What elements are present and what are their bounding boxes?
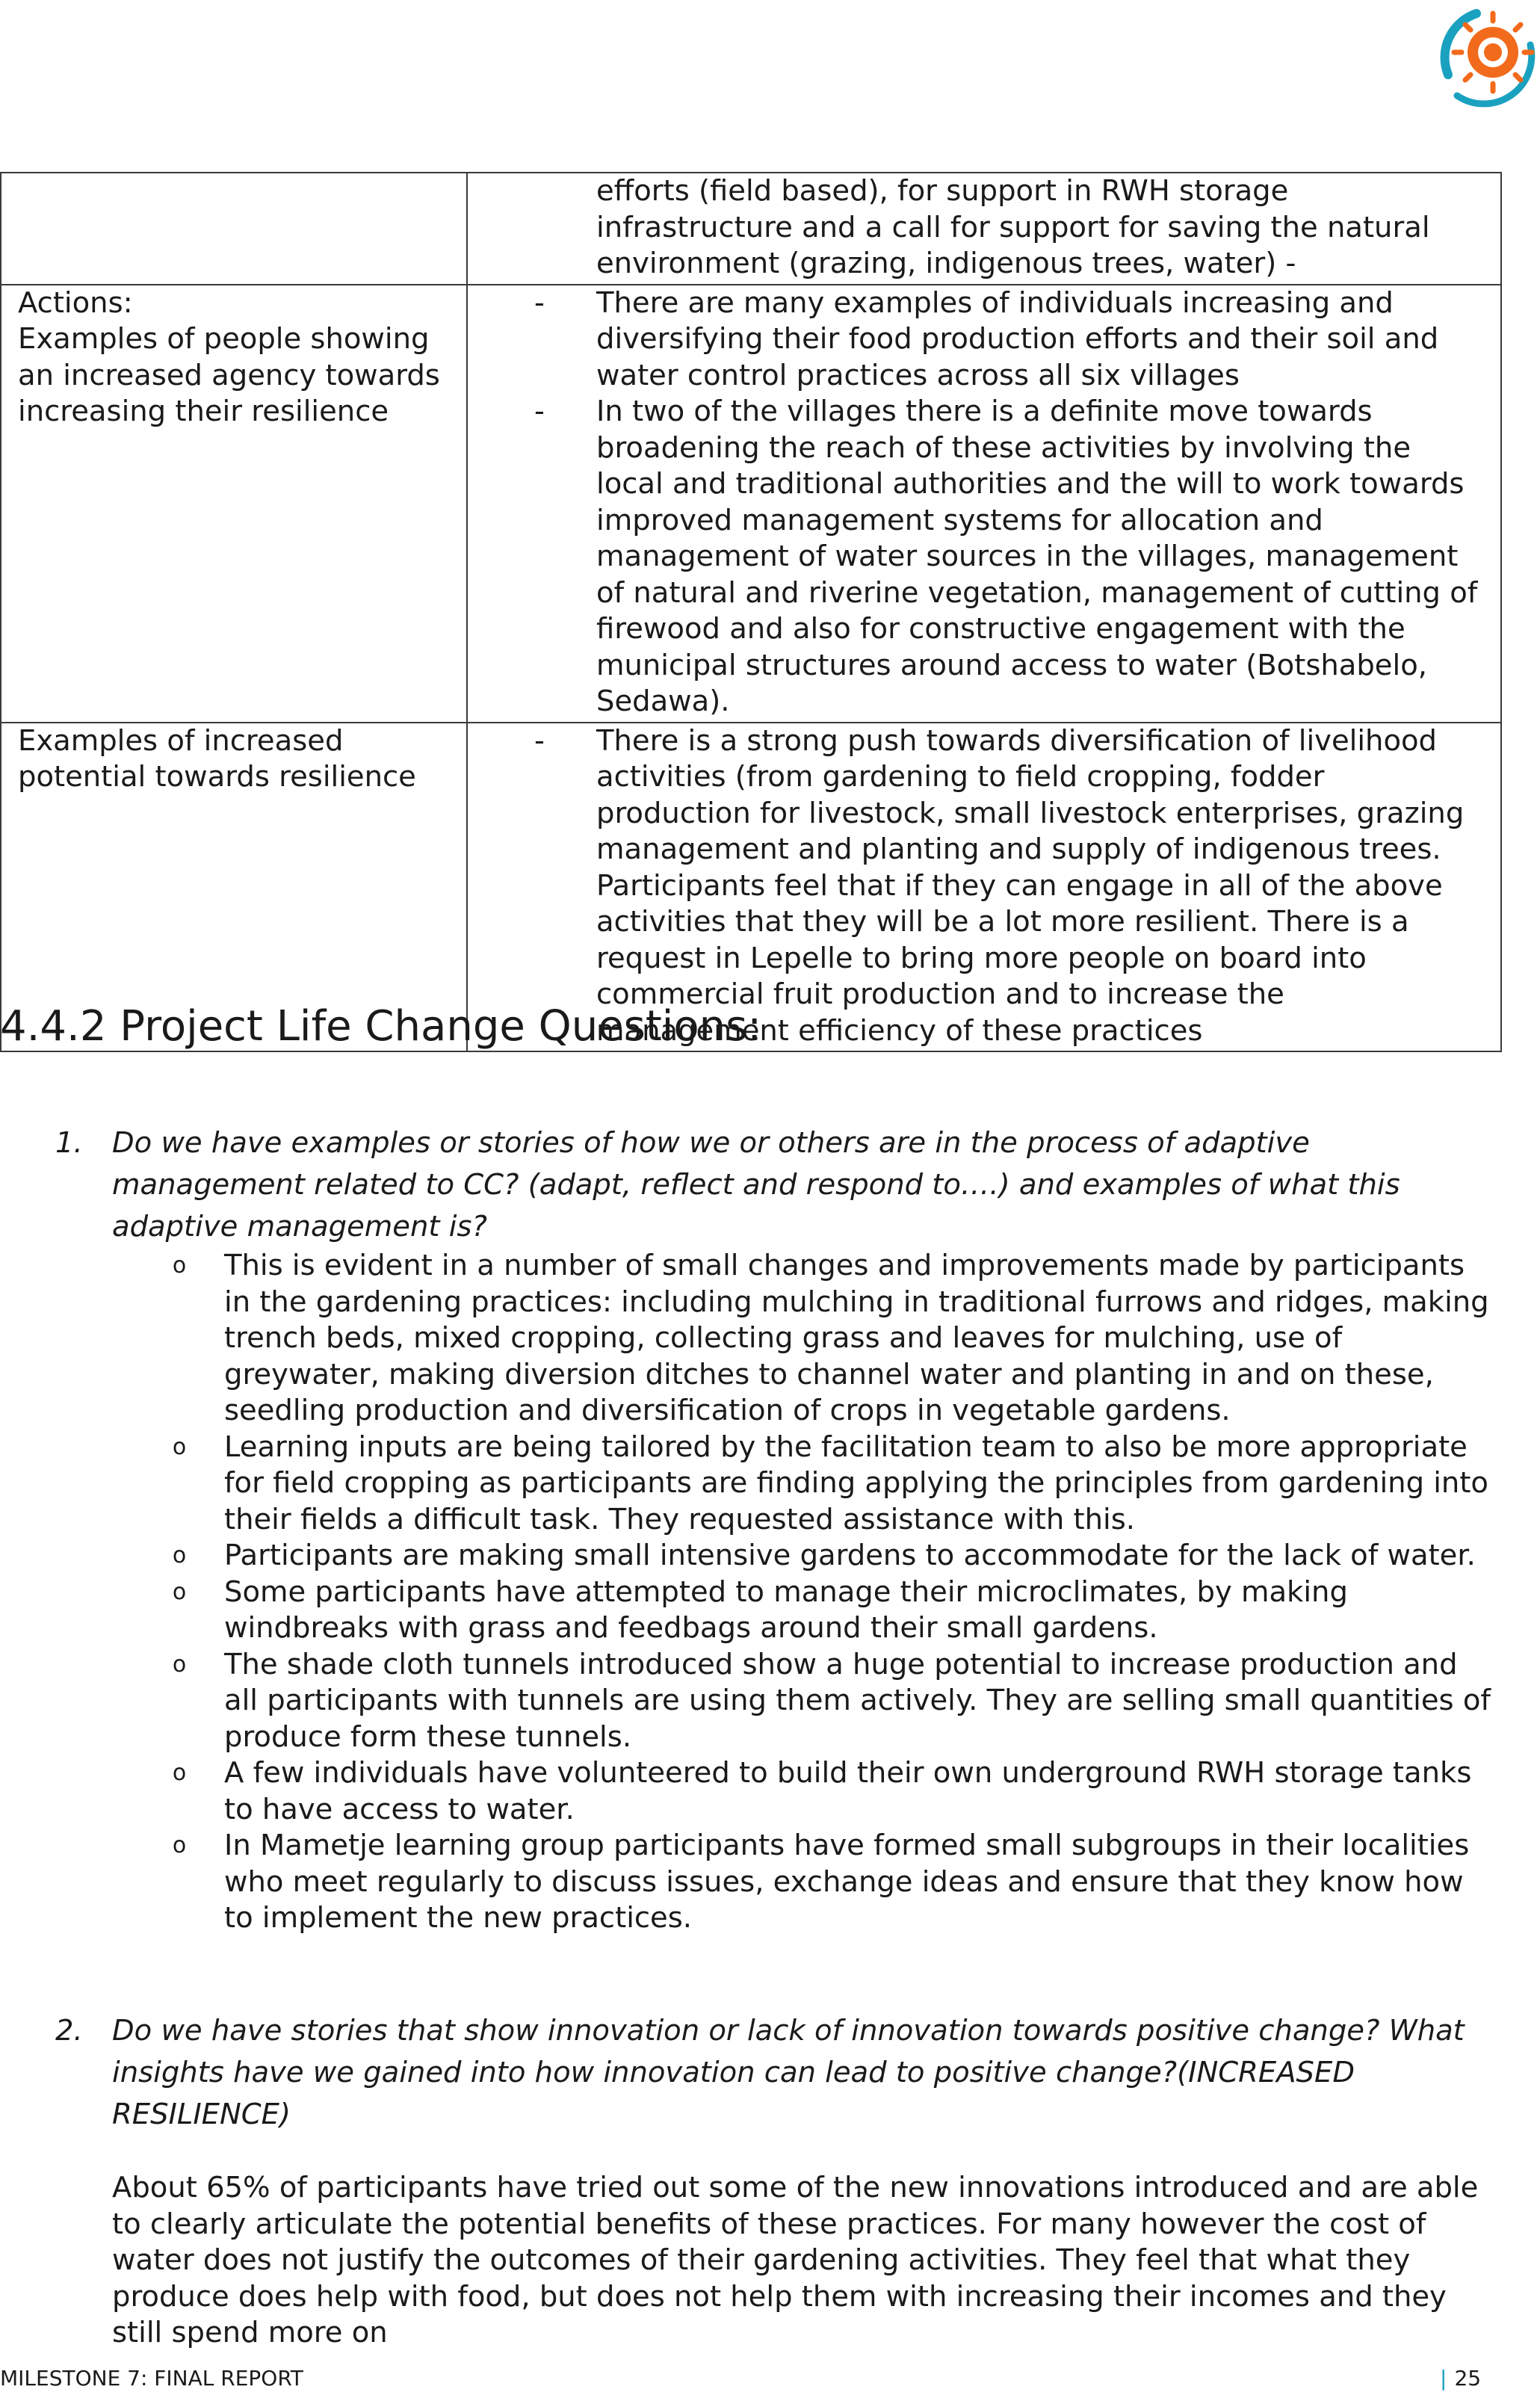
circle-bullet-icon [0, 1430, 224, 1539]
footer-page [1440, 2366, 1481, 2391]
table-content-cell [467, 285, 1501, 723]
list-item [0, 1248, 1509, 1430]
answer-paragraph: About 65% of participants have tried out some of the new innovations introduced and are able to clearly articulate the potential benefits of these practices. For many however the cost of water does not justify the outcomes of their gardening activities. They feel that what they produce does help with food, but does not help them with increasing their incomes and they still spend more on [112, 2171, 1479, 2349]
list-item [0, 1574, 1509, 1647]
row-label: Examples of people showing an increased agency towards increasing their resilience [18, 322, 440, 428]
question-2 [0, 2010, 1509, 2352]
list-item [0, 1647, 1509, 1756]
question-number: 2. [55, 2014, 83, 2048]
table-label-cell [1, 285, 467, 723]
dash-bullet: - [534, 285, 545, 320]
question-1 [0, 1122, 1509, 1937]
bullet-text: There are many examples of individuals increasing and diversifying their food production efforts and their soil and water control practices across all six villages [596, 285, 1439, 392]
list-item [0, 1755, 1509, 1828]
row-title: Actions: [18, 285, 133, 320]
resilience-table [0, 172, 1502, 1052]
list-item-text: A few individuals have volunteered to build their own underground RWH storage tanks to have access to water. [224, 1756, 1472, 1826]
question-number: 1. [55, 1126, 83, 1160]
table-row [1, 173, 1501, 285]
table-content-cell [467, 173, 1501, 285]
list-item [0, 1538, 1509, 1574]
list-item-text: The shade cloth tunnels introduced show a huge potential to increase production and all participants with tunnels are using them actively. They are selling small quantities of produce form these tunnels. [224, 1647, 1491, 1754]
list-item [0, 1828, 1509, 1937]
list-item-text: Learning inputs are being tailored by the facilitation team to also be more appropriate for field cropping as participants are finding applying the principles from gardening into their fields a difficult task. They requested assistance with this. [224, 1430, 1488, 1536]
list-item [468, 285, 1485, 395]
list-item [468, 394, 1485, 720]
list-item-text: Some participants have attempted to manage their microclimates, by making windbreaks with grass and feedbags around their small gardens. [224, 1574, 1348, 1645]
circle-bullet-icon [0, 1647, 224, 1756]
list-item [0, 1430, 1509, 1539]
circle-bullet-icon [0, 1755, 224, 1828]
circle-bullet-icon [0, 1248, 224, 1430]
bullet-text: There is a strong push towards diversification of livelihood activities (from gardening to field cropping, fodder production for livestock, small livestock enterprises, grazing management and planting and supply of indigenous trees. Participants feel that if they can engage in all of the above activities that they will be a lot more resilient. There is a request in Lepelle to bring more people on board into commercial fruit production and to increase the management efficiency of these practices [596, 723, 1465, 1048]
answer-list [0, 1248, 1509, 1937]
list-item-text: Participants are making small intensive gardens to accommodate for the lack of water. [224, 1539, 1476, 1572]
list-item-text: This is evident in a number of small changes and improvements made by participants in the gardening practices: including mulching in traditional furrows and ridges, making trench beds, mixed cropping, collecting grass and leaves for mulching, use of greywater, making diversion ditches to channel water and planting in and on these, seedling production and diversification of crops in vegetable gardens. [224, 1249, 1489, 1427]
bullet-text: In two of the villages there is a definite move towards broadening the reach of these activities by involving the local and traditional authorities and the will to work towards improved management systems for allocation and management of water sources in the villages, management of natural and riverine vegetation, management of cutting of firewood and also for constructive engagement with the municipal structures around access to water (Botshabelo, Sedawa). [596, 395, 1478, 718]
table-row [1, 285, 1501, 723]
section-heading: 4.4.2 Project Life Change Questions: [0, 1002, 762, 1051]
circle-bullet-icon [0, 1574, 224, 1647]
dash-bullet: - [534, 723, 545, 758]
circle-bullet-icon [0, 1538, 224, 1574]
page-number: 25 [1454, 2366, 1482, 2391]
question-text: Do we have examples or stories of how we or others are in the process of adaptive management related to CC? (adapt, reflect and respond to….) and examples of what this adaptive management is? [112, 1126, 1400, 1243]
circle-bullet-icon [0, 1828, 224, 1937]
footer-report-title: MILESTONE 7: FINAL REPORT [0, 2366, 303, 2391]
list-item-text: In Mametje learning group participants have formed small subgroups in their localities who meet regularly to discuss issues, exchange ideas and ensure that they know how to implement the new practices. [224, 1829, 1470, 1935]
sun-logo-icon [1418, 0, 1540, 112]
question-text: Do we have stories that show innovation or lack of innovation towards positive change? What insights have we gained into how innovation can lead to positive change?(INCREASED RESILIENCE) [112, 2014, 1465, 2131]
footer-separator: | [1440, 2366, 1447, 2391]
dash-bullet: - [534, 395, 545, 428]
continuation-text: efforts (field based), for support in RWH storage infrastructure and a call for support for saving the natural environment (grazing, indigenous trees, water) - [596, 174, 1430, 280]
table-label-cell [1, 173, 467, 285]
row-label: Examples of increased potential towards resilience [18, 723, 416, 794]
